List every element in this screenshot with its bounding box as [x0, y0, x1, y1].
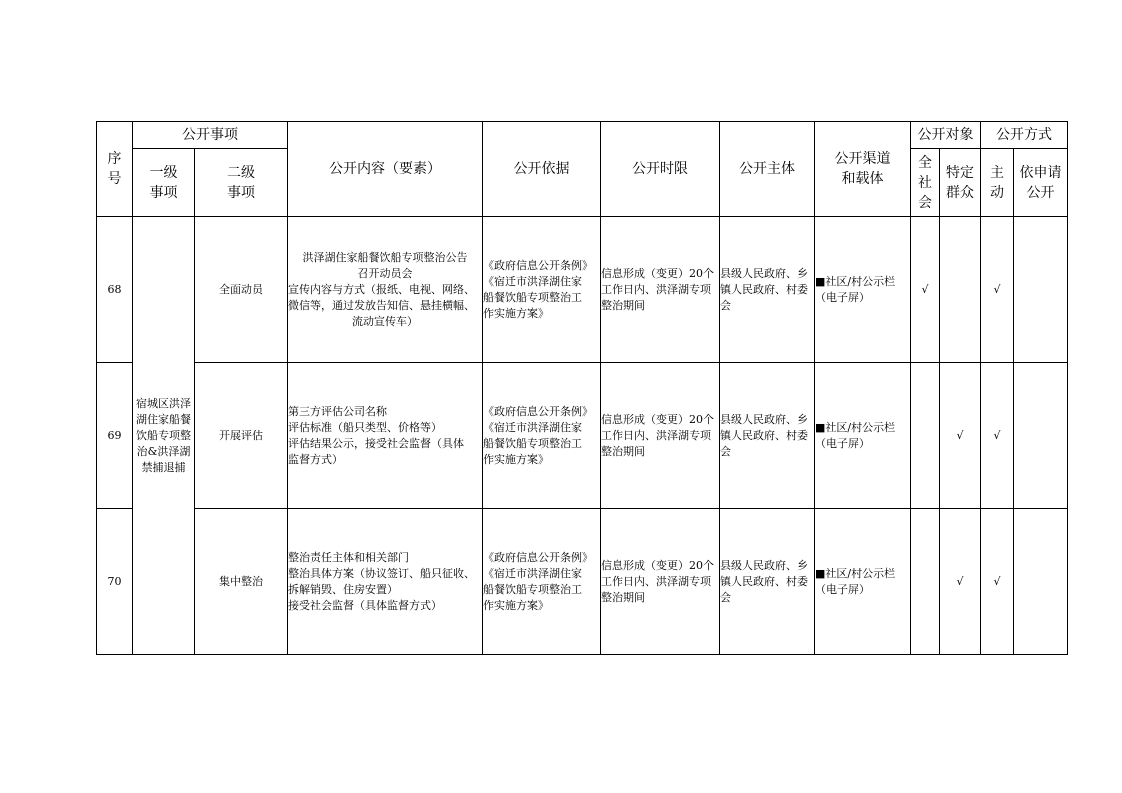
- row-check-specific: √: [940, 363, 981, 509]
- header-level2: 二级 事项: [195, 149, 288, 217]
- row-check-active: √: [981, 363, 1014, 509]
- row-check-request: [1014, 363, 1068, 509]
- row-seq: 70: [97, 509, 133, 655]
- row-level2: 集中整治: [195, 509, 288, 655]
- row-time-limit: 信息形成（变更）20个 工作日内、洪泽湖专项 整治期间: [601, 363, 720, 509]
- header-method: 公开方式: [981, 122, 1068, 149]
- row-check-active: √: [981, 509, 1014, 655]
- header-target-all: 全 社 会: [911, 149, 940, 217]
- header-channel: 公开渠道 和载体: [815, 122, 911, 217]
- header-target: 公开对象: [911, 122, 981, 149]
- row-level2: 开展评估: [195, 363, 288, 509]
- header-target-specific: 特定 群众: [940, 149, 981, 217]
- row-time-limit: 信息形成（变更）20个 工作日内、洪泽湖专项 整治期间: [601, 509, 720, 655]
- disclosure-table: [96, 121, 1068, 655]
- row-channel: ■社区/村公示栏 （电子屏）: [815, 363, 911, 509]
- header-seq: 序 号: [97, 122, 133, 217]
- row-check-specific: [940, 217, 981, 363]
- row-level2: 全面动员: [195, 217, 288, 363]
- row-content: 整治责任主体和相关部门 整治具体方案（协议签订、船只征收、 拆解销毁、住房安置） 接受社会监督（具体监督方式）: [288, 509, 483, 655]
- row-check-all: √: [911, 217, 940, 363]
- table-row: [97, 217, 1068, 363]
- header-method-active: 主 动: [981, 149, 1014, 217]
- header-subject: 公开主体: [720, 122, 815, 217]
- header-time-limit: 公开时限: [601, 122, 720, 217]
- row-subject: 县级人民政府、乡 镇人民政府、村委 会: [720, 217, 815, 363]
- row-check-all: [911, 509, 940, 655]
- row-content: 第三方评估公司名称 评估标准（船只类型、价格等） 评估结果公示，接受社会监督（具体 监督方式）: [288, 363, 483, 509]
- table-row: [97, 509, 1068, 655]
- row-check-all: [911, 363, 940, 509]
- header-basis: 公开依据: [483, 122, 601, 217]
- header-public-items: 公开事项: [133, 122, 288, 149]
- row-check-request: [1014, 509, 1068, 655]
- row-time-limit: 信息形成（变更）20个 工作日内、洪泽湖专项 整治期间: [601, 217, 720, 363]
- row-subject: 县级人民政府、乡 镇人民政府、村委 会: [720, 363, 815, 509]
- row-seq: 68: [97, 217, 133, 363]
- header-content: 公开内容（要素）: [288, 122, 483, 217]
- row-basis: 《政府信息公开条例》 《宿迁市洪泽湖住家 船餐饮船专项整治工 作实施方案》: [483, 217, 601, 363]
- row-subject: 县级人民政府、乡 镇人民政府、村委 会: [720, 509, 815, 655]
- row-seq: 69: [97, 363, 133, 509]
- level1-item: 宿城区洪泽 湖住家船餐 饮船专项整 治&洪泽湖 禁捕退捕: [133, 217, 195, 655]
- row-channel: ■社区/村公示栏 （电子屏）: [815, 217, 911, 363]
- row-channel: ■社区/村公示栏 （电子屏）: [815, 509, 911, 655]
- row-content: 洪泽湖住家船餐饮船专项整治公告 召开动员会 宣传内容与方式（报纸、电视、网络、 微信等，通过发放告知信、悬挂横幅、 流动宣传车）: [288, 217, 483, 363]
- row-check-active: √: [981, 217, 1014, 363]
- row-check-request: [1014, 217, 1068, 363]
- row-basis: 《政府信息公开条例》 《宿迁市洪泽湖住家 船餐饮船专项整治工 作实施方案》: [483, 509, 601, 655]
- table-row: [97, 363, 1068, 509]
- row-basis: 《政府信息公开条例》 《宿迁市洪泽湖住家 船餐饮船专项整治工 作实施方案》: [483, 363, 601, 509]
- header-method-request: 依申请 公开: [1014, 149, 1068, 217]
- row-check-specific: √: [940, 509, 981, 655]
- header-level1: 一级 事项: [133, 149, 195, 217]
